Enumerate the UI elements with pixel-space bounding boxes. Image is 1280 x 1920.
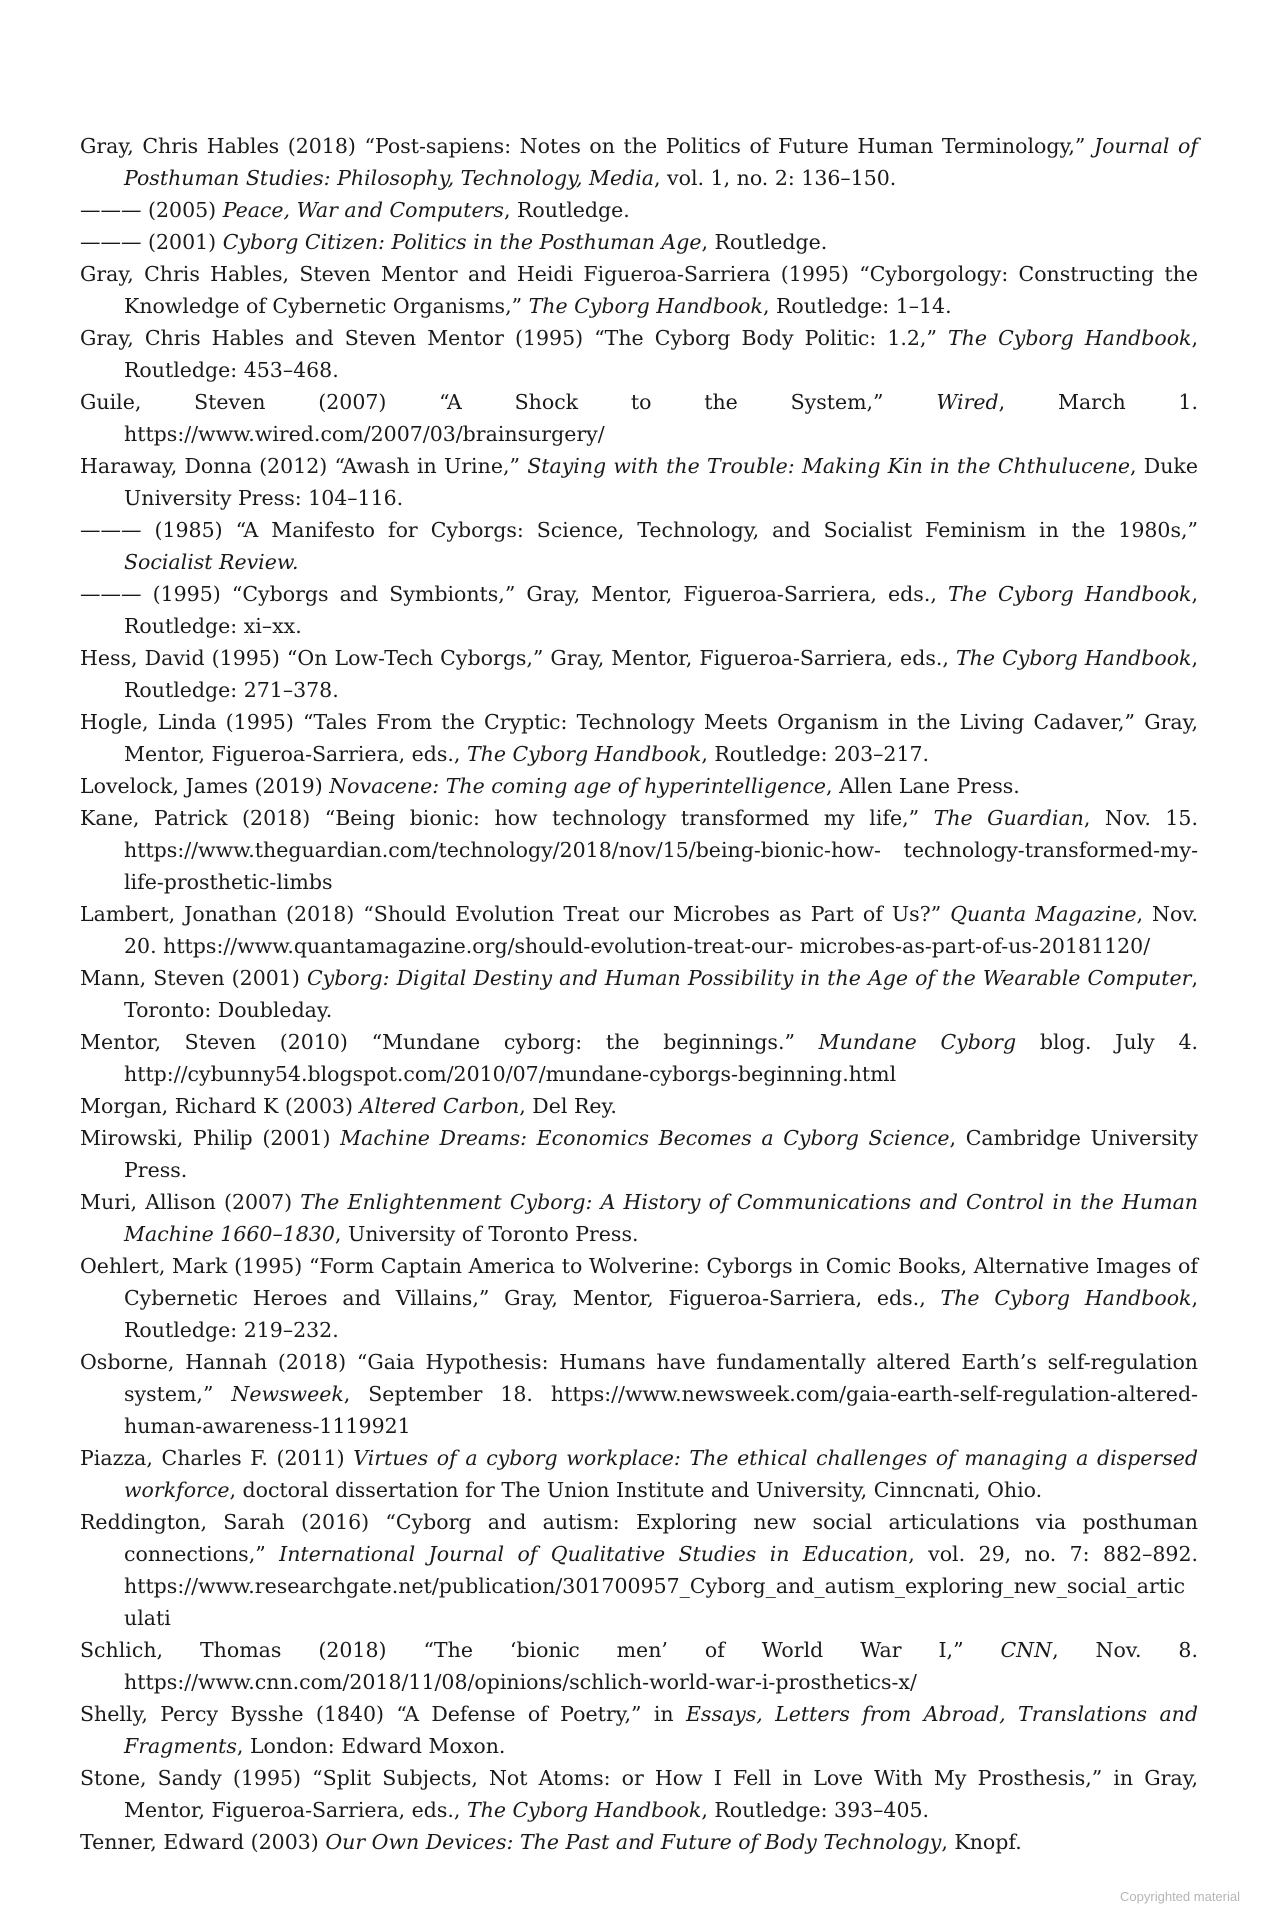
reference-text: Oehlert, Mark (1995) “Form Captain America to Wolverine: Cyborgs in Comic Books, Alternative Images of Cybernetic Heroes and Villains,” Gray, Mentor, Figueroa-Sarriera, eds., — [80, 1254, 1198, 1310]
reference-title: The Cyborg Handbook — [466, 742, 702, 766]
reference-text: Hess, David (1995) “On Low-Tech Cyborgs,” Gray, Mentor, Figueroa-Sarriera, eds., — [80, 646, 956, 670]
reference-entry — [80, 1698, 1198, 1762]
reference-entry — [80, 1122, 1198, 1186]
reference-details: , Allen Lane Press. — [826, 774, 1020, 798]
reference-text: Guile, Steven (2007) “A Shock to the System,” — [80, 390, 937, 414]
reference-text: Lovelock, James (2019) — [80, 774, 330, 798]
reference-text: Haraway, Donna (2012) “Awash in Urine,” — [80, 454, 528, 478]
reference-text: Gray, Chris Hables and Steven Mentor (1995) “The Cyborg Body Politic: 1.2,” — [80, 326, 948, 350]
reference-title: Essays, Letters from Abroad, Translations and Fragments — [124, 1702, 1198, 1758]
reference-title: Newsweek — [231, 1382, 344, 1406]
reference-entry — [80, 1634, 1198, 1698]
reference-title: Quanta Magazine — [950, 902, 1137, 926]
reference-details: , Del Rey. — [519, 1094, 617, 1118]
reference-details: , Routledge: 1–14. — [762, 294, 952, 318]
reference-entry — [80, 322, 1198, 386]
reference-text: ——— (1985) “A Manifesto for Cyborgs: Science, Technology, and Socialist Feminism in the 1980s,” — [80, 518, 1198, 542]
reference-entry — [80, 1026, 1198, 1090]
reference-title: The Cyborg Handbook — [940, 1286, 1192, 1310]
reference-title: Wired — [936, 390, 999, 414]
reference-details: , doctoral dissertation for The Union Institute and University, Cinncnati, Ohio. — [229, 1478, 1043, 1502]
reference-entry — [80, 1346, 1198, 1442]
reference-text: Osborne, Hannah (2018) “Gaia Hypothesis: Humans have fundamentally altered Earth’s self-regulation system,” — [80, 1350, 1198, 1406]
reference-entry — [80, 194, 1198, 226]
reference-entry — [80, 130, 1198, 194]
reference-text: Morgan, Richard K (2003) — [80, 1094, 360, 1118]
reference-entry — [80, 450, 1198, 514]
reference-title: International Journal of Qualitative Studies in Education — [279, 1542, 909, 1566]
reference-entry — [80, 1090, 1198, 1122]
reference-details: , Duke University Press: 104–116. — [124, 454, 1198, 510]
reference-entry — [80, 1186, 1198, 1250]
reference-entry — [80, 706, 1198, 770]
reference-text: ——— (2005) — [80, 198, 223, 222]
reference-text: Mann, Steven (2001) — [80, 966, 307, 990]
reference-details: , vol. 29, no. 7: 882–892. https://www.researchgate.net/publication/301700957_Cyborg_and_autism_exploring_new_social_articulati — [124, 1542, 1199, 1630]
reference-text: ——— (1995) “Cyborgs and Symbionts,” Gray, Mentor, Figueroa-Sarriera, eds., — [80, 582, 948, 606]
reference-title: The Cyborg Handbook — [955, 646, 1192, 670]
reference-details: , Routledge: xi–xx. — [124, 582, 1198, 638]
reference-entry — [80, 1250, 1198, 1346]
reference-title: Altered Carbon — [359, 1094, 520, 1118]
reference-title: The Cyborg Handbook — [466, 1798, 702, 1822]
reference-details: , London: Edward Moxon. — [236, 1734, 506, 1758]
reference-details: , Routledge: 453–468. — [124, 326, 1198, 382]
reference-text: Mirowski, Philip (2001) — [80, 1126, 341, 1150]
reference-details: blog. July 4. http://cybunny54.blogspot.com/2010/07/mundane-cyborgs-beginning.html — [124, 1030, 1199, 1086]
reference-details: , Knopf. — [941, 1830, 1022, 1854]
reference-title: Journal of Posthuman Studies: Philosophy, Technology, Media — [124, 134, 1198, 190]
reference-title: The Cyborg Handbook — [947, 582, 1192, 606]
reference-entry — [80, 258, 1198, 322]
reference-entry — [80, 1442, 1198, 1506]
reference-entry — [80, 578, 1198, 642]
reference-list — [80, 130, 1198, 1858]
reference-entry — [80, 1762, 1198, 1826]
reference-entry — [80, 642, 1198, 706]
reference-details: , Toronto: Doubleday. — [124, 966, 1198, 1022]
reference-title: Novacene: The coming age of hyperintelligence — [329, 774, 827, 798]
reference-details: , Cambridge University Press. — [124, 1126, 1198, 1182]
reference-title: Our Own Devices: The Past and Future of Body Technology — [325, 1830, 942, 1854]
reference-text: Kane, Patrick (2018) “Being bionic: how technology transformed my life,” — [80, 806, 934, 830]
reference-entry — [80, 1506, 1198, 1634]
reference-title: Cyborg Citizen: Politics in the Posthuman Age — [222, 230, 702, 254]
reference-details: , Routledge: 219–232. — [124, 1286, 1198, 1342]
reference-title: The Enlightenment Cyborg: A History of Communications and Control in the Human Machine 1660–1830 — [124, 1190, 1198, 1246]
reference-entry — [80, 802, 1198, 898]
reference-details: , Nov. 8. https://www.cnn.com/2018/11/08/opinions/schlich-world-war-i-prosthetics-x/ — [124, 1638, 1198, 1694]
reference-title: The Cyborg Handbook — [948, 326, 1192, 350]
reference-title: Mundane Cyborg — [818, 1030, 1017, 1054]
reference-entry — [80, 386, 1198, 450]
reference-title: CNN — [1000, 1638, 1053, 1662]
reference-details: , Routledge. — [503, 198, 630, 222]
reference-details: , September 18. https://www.newsweek.com/gaia-earth-self-regulation-altered-human-awareness-1119921 — [124, 1382, 1198, 1438]
reference-title: Machine Dreams: Economics Becomes a Cyborg Science — [340, 1126, 950, 1150]
reference-details: , Routledge: 393–405. — [701, 1798, 930, 1822]
reference-title: Virtues of a cyborg workplace: The ethical challenges of managing a dispersed workforce — [124, 1446, 1198, 1502]
reference-text: Lambert, Jonathan (2018) “Should Evolution Treat our Microbes as Part of Us?” — [80, 902, 951, 926]
reference-details: , University of Toronto Press. — [334, 1222, 639, 1246]
reference-text: Shelly, Percy Bysshe (1840) “A Defense of Poetry,” in — [80, 1702, 686, 1726]
reference-title: Staying with the Trouble: Making Kin in the Chthulucene — [527, 454, 1131, 478]
reference-entry — [80, 514, 1198, 578]
reference-text: Stone, Sandy (1995) “Split Subjects, Not Atoms: or How I Fell in Love With My Prosthesis,” in Gray, Mentor, Figueroa-Sarriera, eds., — [80, 1766, 1198, 1822]
reference-details: , Routledge: 203–217. — [701, 742, 930, 766]
reference-details: , Nov. 15. https://www.theguardian.com/technology/2018/nov/15/being-bionic-how- technology-transformed-my-life-prosthetic-limbs — [124, 806, 1198, 894]
reference-text: Gray, Chris Hables, Steven Mentor and Heidi Figueroa-Sarriera (1995) “Cyborgology: Constructing the Knowledge of Cybernetic Organisms,” — [80, 262, 1198, 318]
reference-text: ——— (2001) — [80, 230, 223, 254]
reference-text: Schlich, Thomas (2018) “The ‘bionic men’ of World War I,” — [80, 1638, 1001, 1662]
reference-entry — [80, 898, 1198, 962]
copyright-watermark: Copyrighted material — [1120, 1889, 1240, 1904]
reference-entry — [80, 770, 1198, 802]
reference-entry — [80, 962, 1198, 1026]
reference-details: , Routledge. — [701, 230, 828, 254]
reference-title: Cyborg: Digital Destiny and Human Possibility in the Age of the Wearable Computer — [306, 966, 1192, 990]
reference-text: Mentor, Steven (2010) “Mundane cyborg: the beginnings.” — [80, 1030, 819, 1054]
reference-text: Hogle, Linda (1995) “Tales From the Cryptic: Technology Meets Organism in the Living Cadaver,” Gray, Mentor, Figueroa-Sarriera, eds., — [80, 710, 1198, 766]
reference-details: , Nov. 20. https://www.quantamagazine.org/should-evolution-treat-our- microbes-as-part-of-us-20181120/ — [124, 902, 1198, 958]
reference-text: Piazza, Charles F. (2011) — [80, 1446, 354, 1470]
reference-text: Gray, Chris Hables (2018) “Post-sapiens: Notes on the Politics of Future Human Terminology,” — [80, 134, 1094, 158]
reference-details: , March 1. https://www.wired.com/2007/03/brainsurgery/ — [124, 390, 1198, 446]
reference-text: Reddington, Sarah (2016) “Cyborg and autism: Exploring new social articulations via posthuman connections,” — [80, 1510, 1198, 1566]
reference-details: , Routledge: 271–378. — [124, 646, 1198, 702]
reference-title: The Guardian — [933, 806, 1084, 830]
reference-title: The Cyborg Handbook — [528, 294, 763, 318]
reference-text: Muri, Allison (2007) — [80, 1190, 301, 1214]
reference-title: Peace, War and Computers — [222, 198, 504, 222]
reference-text: Tenner, Edward (2003) — [80, 1830, 326, 1854]
reference-details: , vol. 1, no. 2: 136–150. — [654, 166, 897, 190]
reference-entry — [80, 1826, 1198, 1858]
reference-title: Socialist Review. — [124, 550, 299, 574]
reference-entry — [80, 226, 1198, 258]
